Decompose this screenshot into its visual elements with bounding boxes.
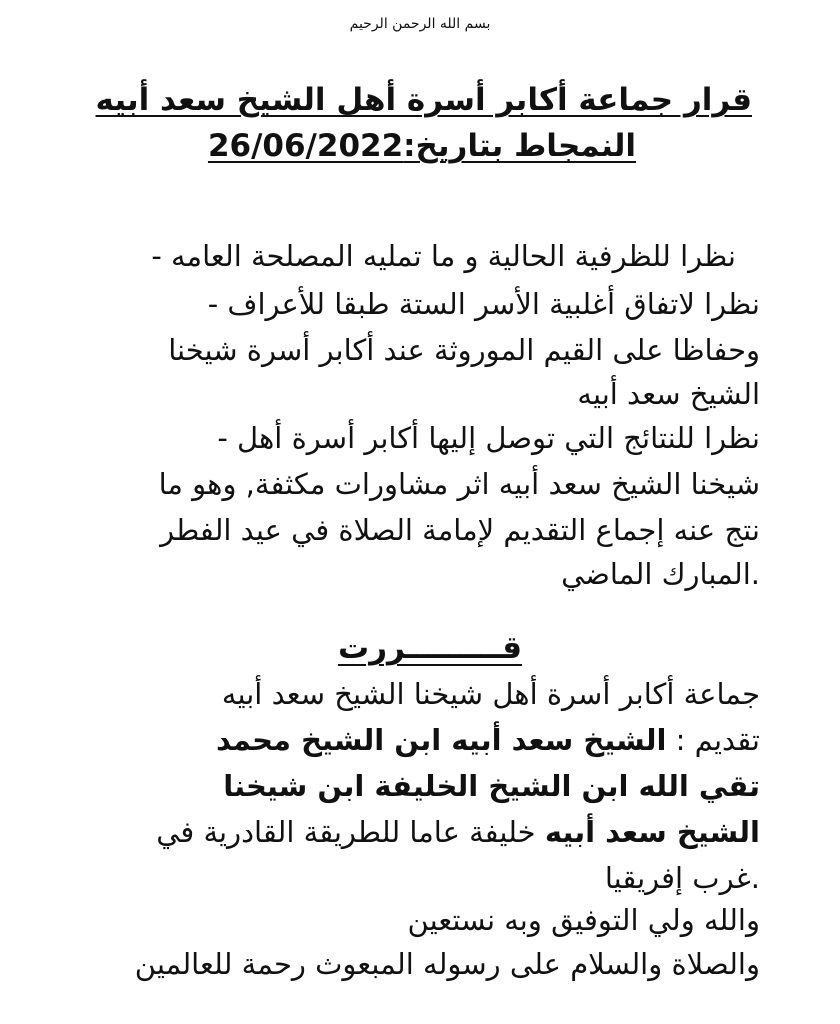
title-line-2: النمجاط بتاريخ:26/06/2022: [207, 128, 636, 164]
preamble-line-1: نظرا للظرفية الحالية و ما تمليه المصلحة العامه -: [151, 239, 736, 273]
preamble-line-5: نظرا للنتائج التي توصل إليها أكابر أسرة أهل -: [217, 421, 760, 455]
decision-line-2-prefix: تقديم :: [666, 723, 760, 757]
preamble-line-3: وحفاظا على القيم الموروثة عند أكابر أسرة شيخنا: [168, 333, 760, 367]
decision-line-4-name: الشيخ سعد أبيه: [544, 815, 760, 849]
preamble-line-7: نتج عنه إجماع التقديم لإمامة الصلاة في عيد الفطر: [160, 513, 760, 547]
decision-line-3: تقي الله ابن الشيخ الخليفة ابن شيخنا: [223, 769, 760, 803]
preamble-line-6: شيخنا الشيخ سعد أبيه اثر مشاورات مكثفة, وهو ما: [158, 467, 760, 501]
preamble-line-2: نظرا لاتفاق أغلبية الأسر الستة طبقا للأعراف -: [207, 287, 760, 321]
decision-heading: قـــــــــررت: [338, 630, 522, 666]
decision-line-4: [156, 812, 760, 852]
basmala: بسم الله الرحمن الرحيم: [349, 16, 491, 32]
title-line-1: قرار جماعة أكابر أسرة أهل الشيخ سعد أبيه: [95, 82, 752, 118]
preamble-line-4: الشيخ سعد أبيه: [577, 377, 760, 411]
decision-line-5: .غرب إفريقيا: [604, 861, 760, 895]
closing-line-1: والله ولي التوفيق وبه نستعين: [407, 903, 760, 937]
closing-line-2: والصلاة والسلام على رسوله المبعوث رحمة للعالمين: [134, 947, 760, 981]
decision-line-4-rest: خليفة عاما للطريقة القادرية في: [156, 815, 545, 849]
decision-line-2: [216, 720, 760, 760]
decision-line-2-name: الشيخ سعد أبيه ابن الشيخ محمد: [215, 723, 667, 757]
decision-line-1: جماعة أكابر أسرة أهل شيخنا الشيخ سعد أبيه: [221, 677, 760, 711]
preamble-line-8: .المبارك الماضي: [561, 557, 760, 591]
